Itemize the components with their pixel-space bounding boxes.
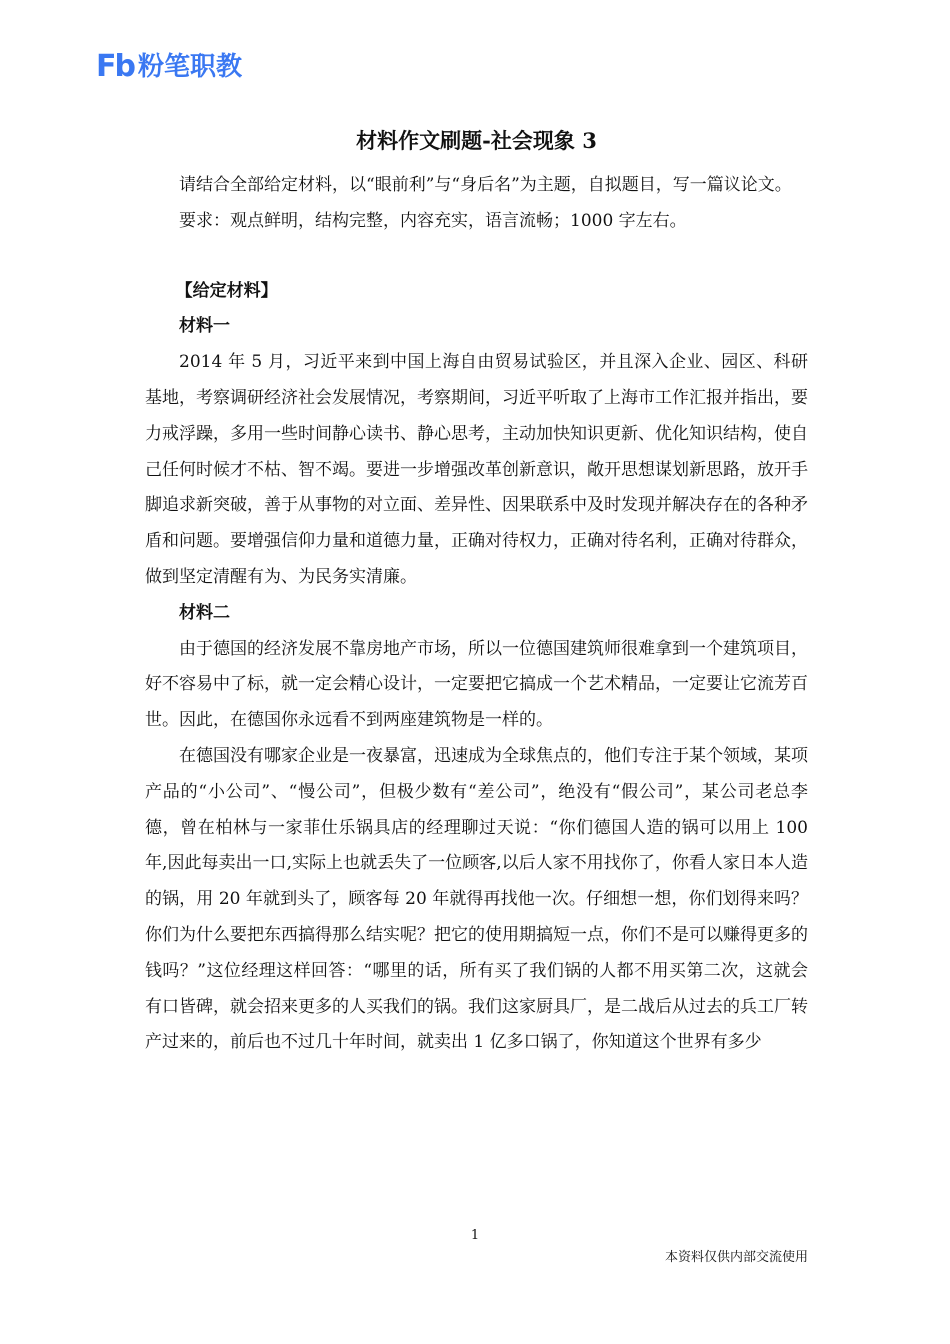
material-paragraph: 由于德国的经济发展不靠房地产市场，所以一位德国建筑师很难拿到一个建筑项目，好不容易中了标，就一定会精心设计，一定要把它搞成一个艺术精品，一定要让它流芳百世。因此，在德国你永远看不到两座建筑物是一样的。	[145, 638, 808, 731]
logo-icon: Fb	[96, 49, 134, 84]
brand-logo	[96, 49, 242, 84]
section-heading: 【给定材料】	[175, 280, 278, 301]
spacer	[145, 240, 808, 274]
material-heading: 材料一	[179, 316, 230, 337]
logo-text: 粉笔职教	[137, 52, 242, 82]
page-number: 1	[470, 1228, 480, 1243]
page-title: 材料作文刷题-社会现象 3	[356, 128, 597, 153]
footer-note: 本资料仅供内部交流使用	[664, 1250, 808, 1265]
material-heading: 材料二	[179, 602, 230, 623]
material-paragraph: 2014 年 5 月，习近平来到中国上海自由贸易试验区，并且深入企业、园区、科研基地，考察调研经济社会发展情况，考察期间，习近平听取了上海市工作汇报并指出，要力戒浮躁，多用一些时间静心读书、静心思考，主动加快知识更新、优化知识结构，使自己任何时候才不枯、智不竭。要进一步增强改革创新意识，敞开思想谋划新思路，放开手脚追求新突破，善于从事物的对立面、差异性、因果联系中及时发现并解决存在的各种矛盾和问题。要增强信仰力量和道德力量，正确对待权力，正确对待名利，正确对待群众，做到坚定清醒有为、为民务实清廉。	[145, 352, 808, 587]
prompt-question: 请结合全部给定材料，以“眼前利”与“身后名”为主题，自拟题目，写一篇议论文。	[179, 175, 792, 195]
material-paragraph: 在德国没有哪家企业是一夜暴富，迅速成为全球焦点的，他们专注于某个领域，某项产品的“小公司”、“慢公司”，但极少数有“差公司”，绝没有“假公司”，某公司老总李德，曾在柏林与一家菲仕乐锅具店的经理聊过天说：“你们德国人造的锅可以用上 100 年,因此每卖出一口,实际上也就丢失了一位顾客,以后人家不用找你了，你看人家日本人造的锅，用 20 年就到头了，顾客每 20 年就得再找他一次。仔细想一想，你们划得来吗？你们为什么要把东西搞得那么结实呢？把它的使用期搞短一点，你们不是可以赚得更多的钱吗？”这位经理这样回答：“哪里的话，所有买了我们锅的人都不用买第二次，这就会有口皆碑，就会招来更多的人买我们的锅。我们这家厨具厂，是二战后从过去的兵工厂转产过来的，前后也不过几十年时间，就卖出 1 亿多口锅了，你知道这个世界有多少	[145, 745, 808, 1053]
document-body	[145, 126, 808, 1061]
prompt-requirement: 要求：观点鲜明，结构完整，内容充实，语言流畅；1000 字左右。	[179, 210, 687, 231]
